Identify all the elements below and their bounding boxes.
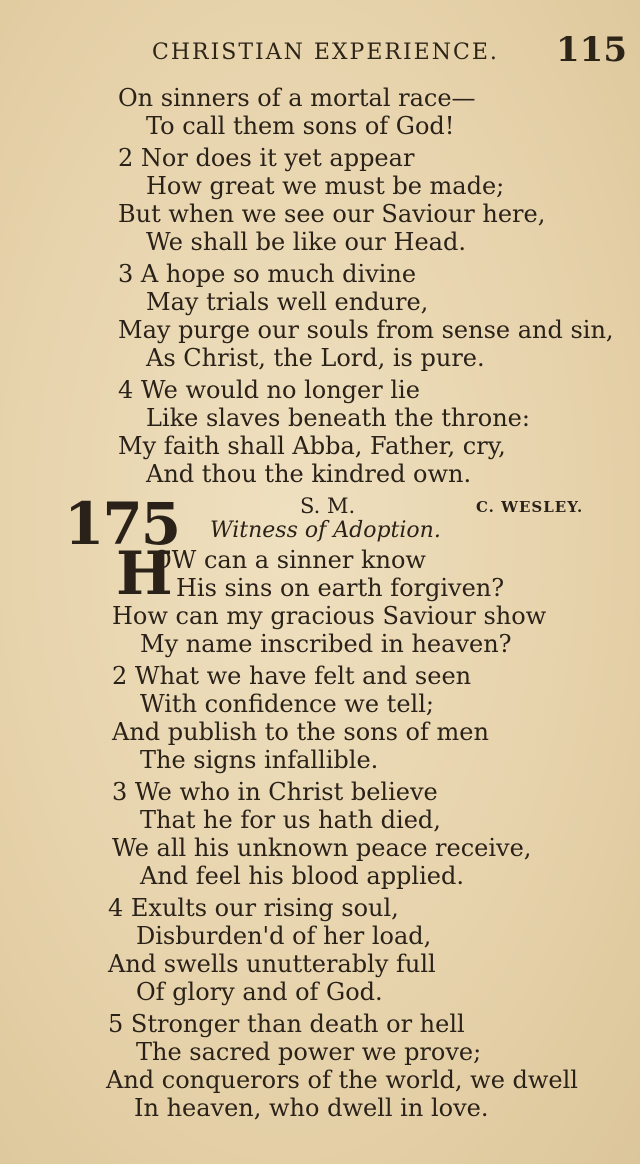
verse-line: And swells unutterably full: [108, 950, 436, 978]
verse-line: How can my gracious Saviour show: [112, 602, 547, 630]
verse-line: With confidence we tell;: [140, 690, 434, 718]
verse-line: 4 We would no longer lie: [118, 376, 420, 404]
verse-line: And thou the kindred own.: [146, 460, 472, 488]
verse-line: May trials well endure,: [146, 288, 429, 316]
hymn-number: 175: [64, 490, 180, 558]
verse-line: As Christ, the Lord, is pure.: [146, 344, 485, 372]
verse-line: The signs infallible.: [140, 746, 379, 774]
verse-line: In heaven, who dwell in love.: [134, 1094, 489, 1122]
page-number: 115: [556, 30, 627, 70]
verse-line: OW can a sinner know: [152, 546, 426, 574]
drop-cap: H: [116, 539, 173, 609]
verse-line: But when we see our Saviour here,: [118, 200, 546, 228]
verse-line: And feel his blood applied.: [140, 862, 464, 890]
verse-line: My faith shall Abba, Father, cry,: [118, 432, 506, 460]
verse-line: 2 Nor does it yet appear: [118, 144, 415, 172]
hymn-author: C. WESLEY.: [476, 498, 584, 516]
verse-line: We shall be like our Head.: [146, 228, 466, 256]
verse-line: May purge our souls from sense and sin,: [118, 316, 614, 344]
verse-line: 3 We who in Christ believe: [112, 778, 438, 806]
verse-line: His sins on earth forgiven?: [176, 574, 505, 602]
verse-line: We all his unknown peace receive,: [112, 834, 532, 862]
running-header: CHRISTIAN EXPERIENCE.: [152, 40, 499, 65]
verse-line: Of glory and of God.: [136, 978, 383, 1006]
verse-line: And publish to the sons of men: [112, 718, 489, 746]
verse-line: On sinners of a mortal race—: [118, 84, 476, 112]
verse-line: 5 Stronger than death or hell: [108, 1010, 465, 1038]
verse-line: 4 Exults our rising soul,: [108, 894, 399, 922]
verse-line: My name inscribed in heaven?: [140, 630, 512, 658]
hymn-subtitle: Witness of Adoption.: [210, 518, 441, 543]
hymn-meter: S. M.: [300, 494, 356, 518]
verse-line: To call them sons of God!: [146, 112, 455, 140]
verse-line: 3 A hope so much divine: [118, 260, 417, 288]
verse-line: That he for us hath died,: [140, 806, 441, 834]
verse-line: The sacred power we prove;: [136, 1038, 482, 1066]
verse-line: 2 What we have felt and seen: [112, 662, 472, 690]
verse-line: Like slaves beneath the throne:: [146, 404, 530, 432]
verse-line: And conquerors of the world, we dwell: [106, 1066, 578, 1094]
verse-line: Disburden'd of her load,: [136, 922, 432, 950]
verse-line: How great we must be made;: [146, 172, 505, 200]
